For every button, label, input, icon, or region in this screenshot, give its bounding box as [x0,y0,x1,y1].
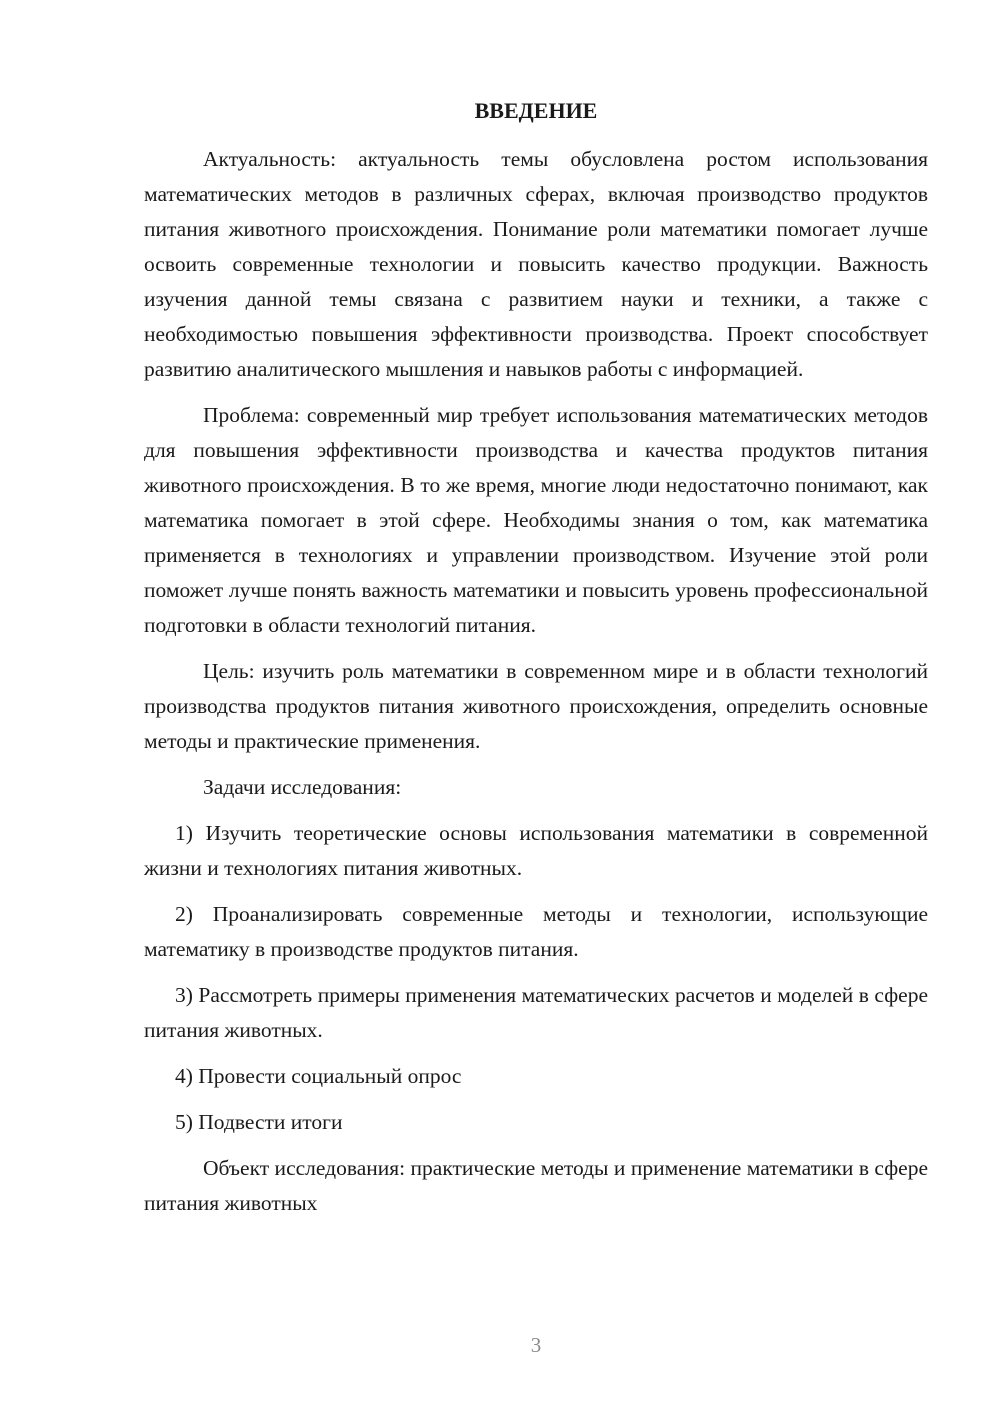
paragraph-goal: Цель: изучить роль математики в современном мире и в области технологий производства продуктов питания животного происхождения, определить основные методы и практические применения. [144,659,928,753]
task-item-5: 5) Подвести итоги [175,1110,343,1134]
page-number: 3 [530,1333,542,1357]
document-body [144,142,928,1232]
paragraph-relevance: Актуальность: актуальность темы обусловлена ростом использования математических методов в различных сферах, включая производство продуктов питания животного происхождения. Понимание роли математики помогает лучше освоить современные технологии и повысить качество продукции. Важность изучения данной темы связана с развитием науки и техники, а также с необходимостью повышения эффективности производства. Проект способствует развитию аналитического мышления и навыков работы с информацией. [144,147,928,381]
task-item-3: 3) Рассмотреть примеры применения математических расчетов и моделей в сфере питания животных. [144,983,928,1042]
paragraph-problem: Проблема: современный мир требует использования математических методов для повышения эффективности производства и качества продуктов питания животного происхождения. В то же время, многие люди недостаточно понимают, как математика помогает в этой сфере. Необходимы знания о том, как математика применяется в технологиях и управлении производством. Изучение этой роли поможет лучше понять важность математики и повысить уровень профессиональной подготовки в области технологий питания. [144,403,928,637]
task-item-2: 2) Проанализировать современные методы и технологии, использующие математику в производстве продуктов питания. [144,902,928,961]
page-title: ВВЕДЕНИЕ [474,98,598,123]
document-page [144,0,928,1414]
task-item-4: 4) Провести социальный опрос [175,1064,462,1088]
paragraph-object: Объект исследования: практические методы и применение математики в сфере питания животных [144,1156,928,1215]
task-item-1: 1) Изучить теоретические основы использования математики в современной жизни и технологиях питания животных. [144,821,928,880]
tasks-heading: Задачи исследования: [203,775,402,799]
